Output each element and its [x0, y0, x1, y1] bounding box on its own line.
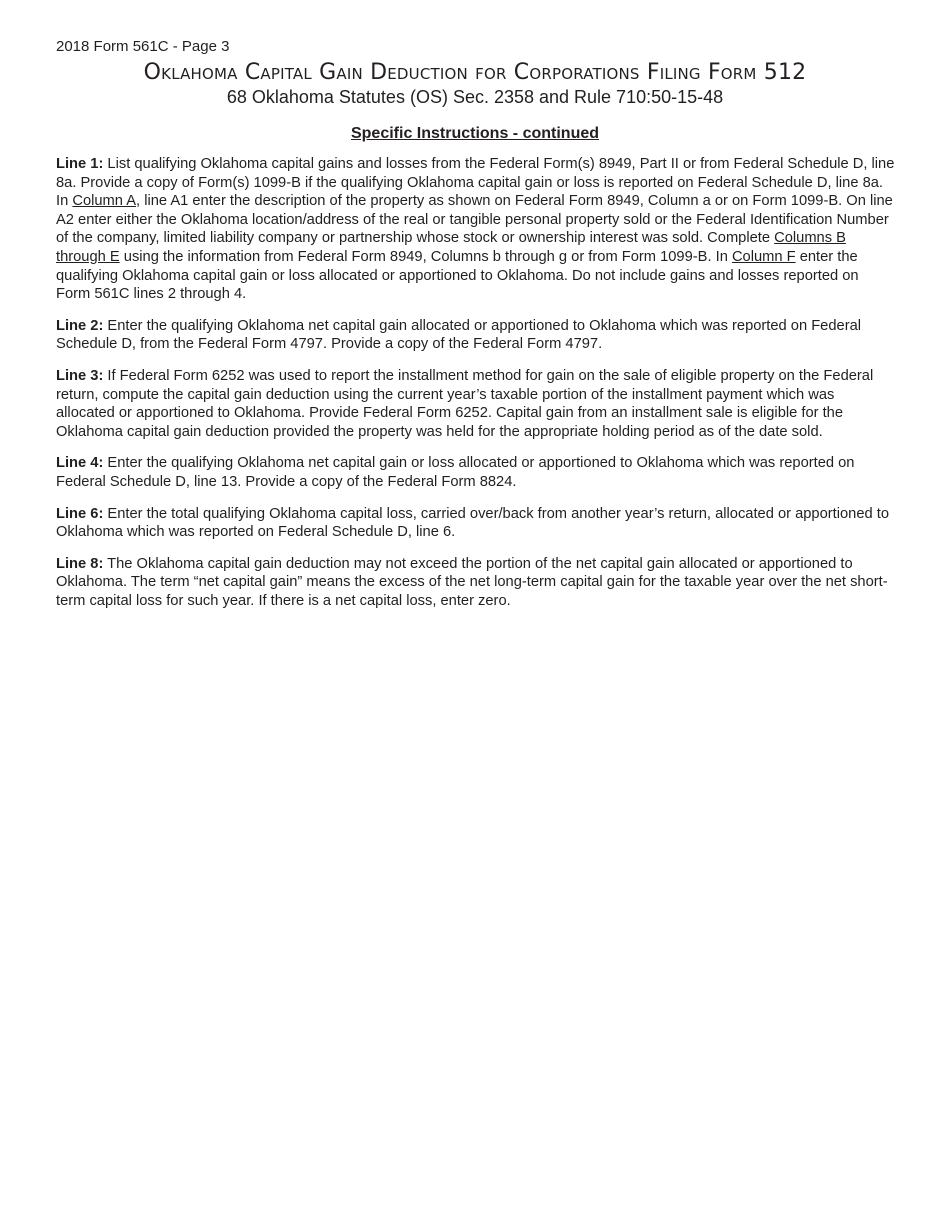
line-3-label: Line 3:: [56, 367, 104, 384]
line-2-label: Line 2:: [56, 317, 104, 334]
form-title: Oklahoma Capital Gain Deduction for Corporations Filing Form 512: [143, 60, 807, 85]
instruction-line-4: [56, 454, 896, 491]
columns-b-through-e-reference: Columns B through E: [56, 230, 846, 265]
form-subtitle: 68 Oklahoma Statutes (OS) Sec. 2358 and Rule 710:50-15-48: [226, 87, 724, 107]
line-4-text: Enter the qualifying Oklahoma net capital gain or loss allocated or apportioned to Oklahoma which was reported on Federal Schedule D, line 13. Provide a copy of the Federal Form 8824.: [56, 455, 855, 490]
instruction-line-2: [56, 317, 896, 354]
line-1-label: Line 1:: [56, 156, 104, 172]
section-heading: Specific Instructions - continued: [350, 125, 600, 142]
column-a-reference: Column A: [72, 193, 137, 210]
line-3-text: If Federal Form 6252 was used to report the installment method for gain on the sale of eligible property on the Federal return, compute the capital gain deduction using the current year’s taxable portion of the installment payment which was allocated or apportioned to Oklahoma. Provide Federal Form 6252. Capital gain from an installment sale is eligible for the Oklahoma capital gain deduction provided the property was held for the appropriate holding period as of the date sold.: [56, 367, 874, 440]
line-8-text: The Oklahoma capital gain deduction may not exceed the portion of the net capital gain allocated or apportioned to Oklahoma. The term “net capital gain” means the excess of the net long-term capital gain for the taxable year over the net short-term capital loss for such year. If there is a net capital loss, enter zero.: [56, 555, 888, 609]
line-2-text: Enter the qualifying Oklahoma net capital gain allocated or apportioned to Oklahoma which was reported on Federal Schedule D, from the Federal Form 4797. Provide a copy of the Federal Form 4797.: [56, 317, 862, 353]
line-1-text-part-3: using the information from Federal Form 8949, Columns b through g or from Form 1099-B. In: [119, 248, 732, 265]
instruction-line-8: [56, 555, 896, 611]
line-1-text-part-4: enter the qualifying Oklahoma capital gain or loss allocated or apportioned to Oklahoma. Do not include gains and losses reported on Form 561C lines 2 through 4.: [56, 248, 859, 303]
instructions-body: [56, 155, 896, 623]
line-6-label: Line 6:: [56, 505, 104, 522]
column-f-reference: Column F: [731, 248, 796, 265]
line-1-text-part-2: , line A1 enter the description of the property as shown on Federal Form 8949, Column a or on Form 1099-B. On line A2 enter either the Oklahoma location/address of the real or tangible personal property sold or the Federal Identification Number of the company, limited liability company or partnership whose stock or ownership interest was sold. Complete: [56, 193, 893, 247]
line-4-label: Line 4:: [56, 455, 104, 472]
line-8-label: Line 8:: [56, 555, 104, 572]
line-1-text-part-1: List qualifying Oklahoma capital gains and losses from the Federal Form(s) 8949, Part II or from Federal Schedule D, line 8a. Provide a copy of Form(s) 1099-B if the qualifying Oklahoma capital gain or loss is reported on Federal Schedule D, line 8a. In: [56, 156, 895, 210]
page-label: 2018 Form 561C - Page 3: [56, 38, 230, 55]
instruction-line-3: [56, 367, 896, 441]
instruction-line-1: [56, 155, 896, 304]
line-6-text: Enter the total qualifying Oklahoma capital loss, carried over/back from another year’s return, allocated or apportioned to Oklahoma which was reported on Federal Schedule D, line 6.: [56, 505, 890, 541]
instruction-line-6: [56, 505, 896, 542]
